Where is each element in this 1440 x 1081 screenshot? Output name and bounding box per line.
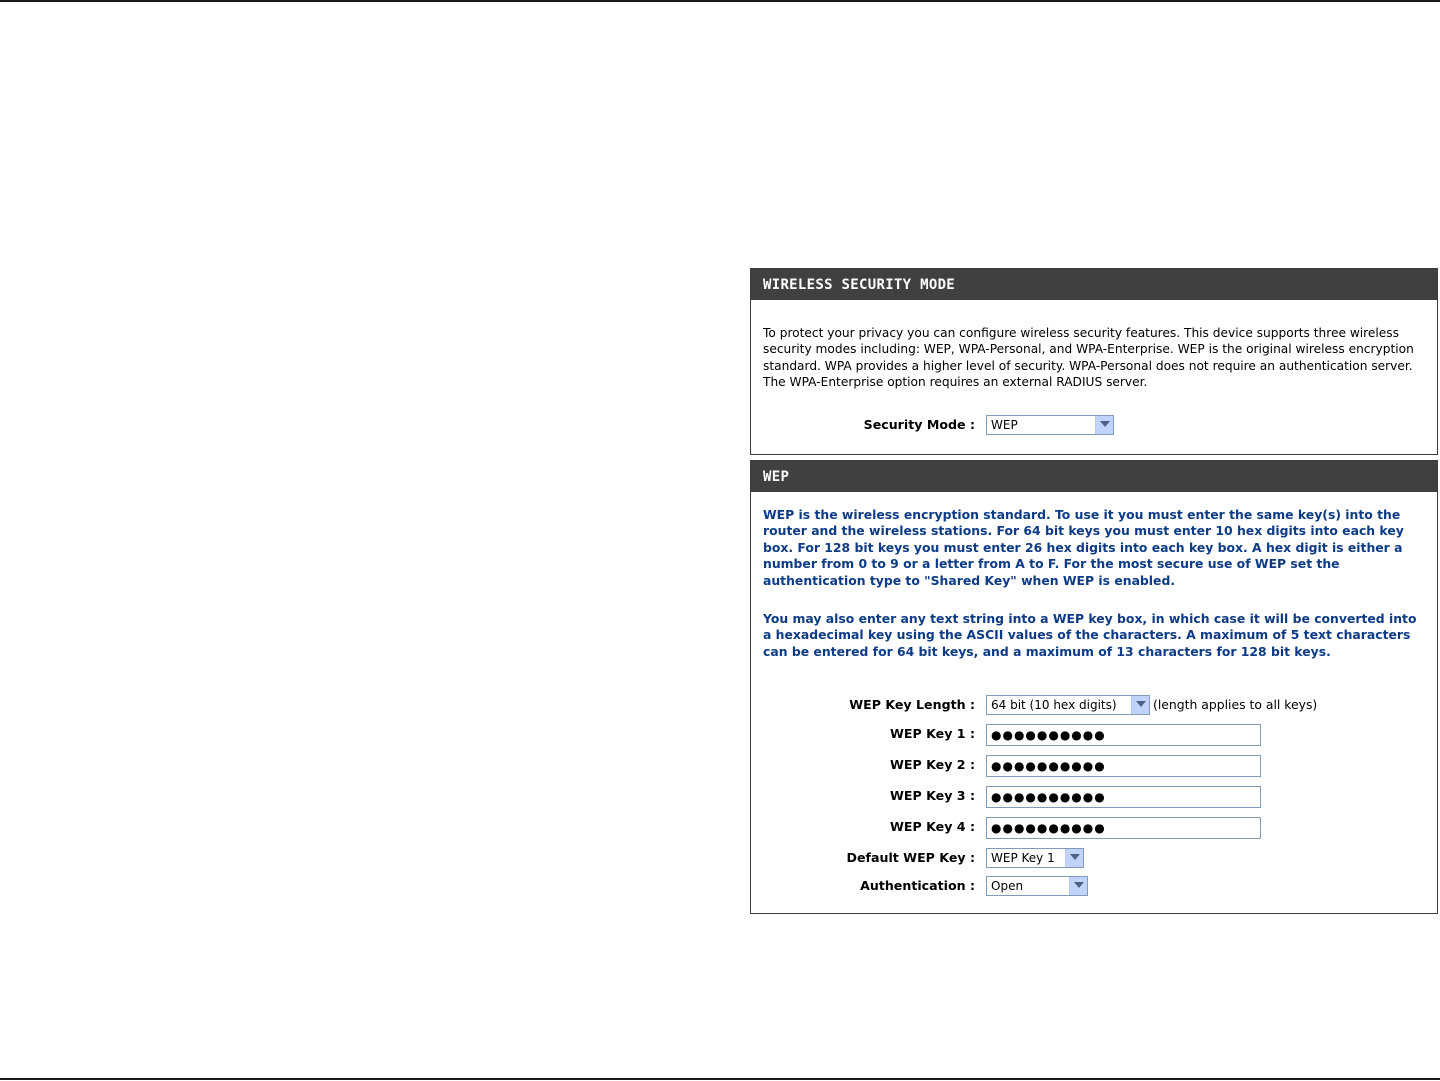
security-mode-select[interactable]: [986, 415, 1114, 435]
wep-key-2-label: WEP Key 2 :: [890, 757, 975, 772]
default-wep-key-select[interactable]: [986, 848, 1084, 868]
wep-key-4-row: [751, 817, 1439, 839]
wep-key-4-input[interactable]: ●●●●●●●●●●: [986, 817, 1261, 839]
wep-panel: [750, 460, 1438, 914]
wep-key-length-select[interactable]: [986, 695, 1150, 715]
wep-key-2-input[interactable]: ●●●●●●●●●●: [986, 755, 1261, 777]
authentication-select[interactable]: [986, 876, 1088, 896]
wep-description-1: WEP is the wireless encryption standard. To use it you must enter the same key(s) into the router and the wireless stations. For 64 bit keys you must enter 10 hex digits into each key box. For 128 bit keys you must enter 26 hex digits into each key box. A hex digit is either a number from 0 to 9 or a letter from A to F. For the most secure use of WEP set the authentication type to "Shared Key" when WEP is enabled.: [763, 507, 1404, 588]
default-wep-key-row: [751, 848, 1439, 870]
wep-key-length-label: WEP Key Length :: [849, 697, 975, 712]
chevron-down-icon[interactable]: [1131, 696, 1149, 714]
wireless-security-mode-panel: [750, 268, 1438, 455]
wep-key-1-input[interactable]: ●●●●●●●●●●: [986, 724, 1261, 746]
authentication-value: Open: [991, 879, 1024, 893]
wep-key-length-value: 64 bit (10 hex digits): [991, 698, 1117, 712]
chevron-down-icon[interactable]: [1069, 877, 1087, 895]
wireless-security-mode-title: WIRELESS SECURITY MODE: [751, 269, 1437, 300]
wep-title: WEP: [751, 461, 1437, 492]
wep-key-3-row: [751, 786, 1439, 808]
wep-key-4-label: WEP Key 4 :: [890, 819, 975, 834]
wireless-security-mode-description: To protect your privacy you can configure wireless security features. This device supports three wireless security modes including: WEP, WPA-Personal, and WPA-Enterprise. WEP is the original wireless encryption standard. WPA provides a higher level of security. WPA-Personal does not require an authentication server. The WPA-Enterprise option requires an external RADIUS server.: [763, 326, 1414, 390]
authentication-row: [751, 876, 1439, 898]
security-mode-label: Security Mode :: [863, 417, 975, 432]
wep-key-1-row: [751, 724, 1439, 746]
security-mode-value: WEP: [991, 418, 1018, 432]
default-wep-key-value: WEP Key 1: [991, 851, 1055, 865]
top-divider: [0, 0, 1440, 2]
wep-key-length-note: (length applies to all keys): [1153, 697, 1318, 712]
wep-key-2-row: [751, 755, 1439, 777]
wep-key-3-label: WEP Key 3 :: [890, 788, 975, 803]
chevron-down-icon[interactable]: [1065, 849, 1083, 867]
wep-key-3-input[interactable]: ●●●●●●●●●●: [986, 786, 1261, 808]
authentication-label: Authentication :: [860, 878, 975, 893]
wep-key-length-row: [751, 695, 1439, 717]
chevron-down-icon[interactable]: [1095, 416, 1113, 434]
wep-description-2: You may also enter any text string into a WEP key box, in which case it will be converted into a hexadecimal key using the ASCII values of the characters. A maximum of 5 text characters can be entered for 64 bit keys, and a maximum of 13 characters for 128 bit keys.: [763, 611, 1417, 659]
bottom-divider: [0, 1078, 1440, 1080]
wep-key-1-label: WEP Key 1 :: [890, 726, 975, 741]
default-wep-key-label: Default WEP Key :: [846, 850, 975, 865]
security-mode-row: [751, 415, 1439, 437]
